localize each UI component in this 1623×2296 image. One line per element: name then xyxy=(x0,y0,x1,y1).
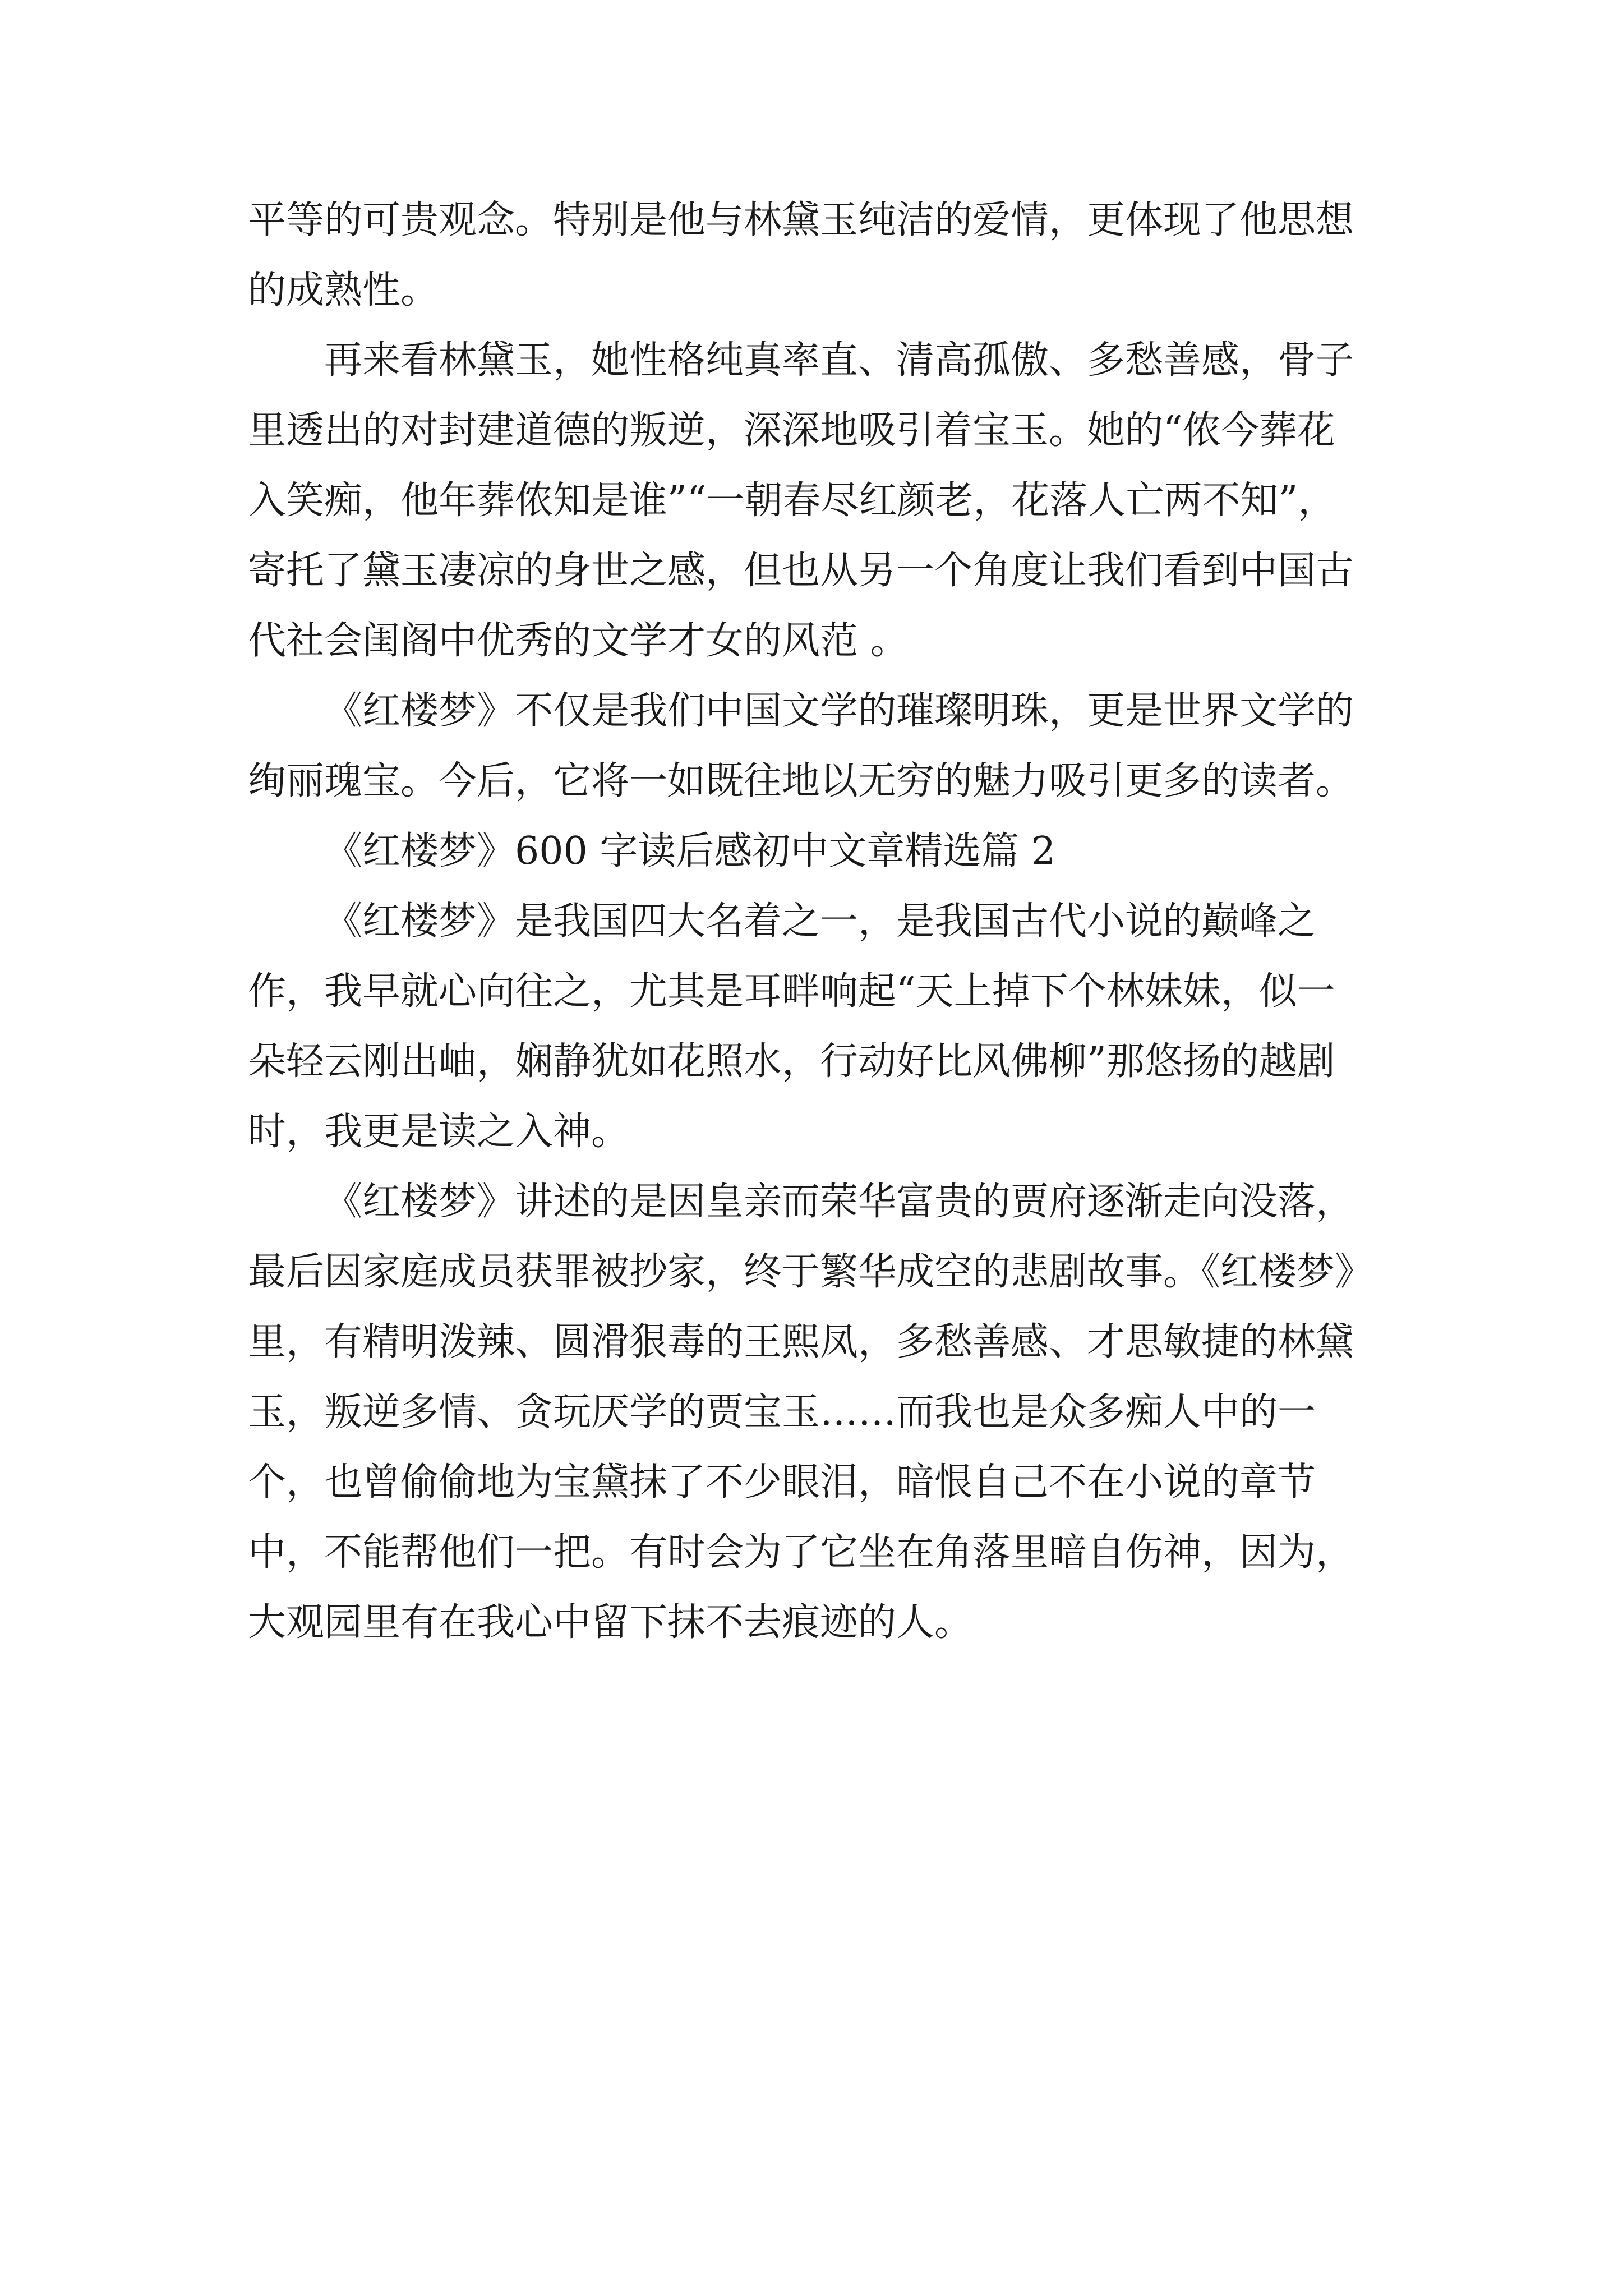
section-paragraph-1: 《红楼梦》是我国四大名着之一，是我国古代小说的巅峰之作，我早就心向往之，尤其是耳畔响起“天上掉下个林妹妹，似一朵轻云刚出岫，娴静犹如花照水，行动好比风佛柳”那悠扬的越剧时，我更是读之入神。 xyxy=(248,899,1335,1154)
paragraph-1: 平等的可贵观念。特别是他与林黛玉纯洁的爱情，更体现了他思想的成熟性。 xyxy=(248,198,1354,312)
paragraph-2: 再来看林黛玉，她性格纯真率直、清高孤傲、多愁善感，骨子里透出的对封建道德的叛逆，深深地吸引着宝玉。她的“侬今葬花入笑痴，他年葬侬知是谁”“一朝春尽红颜老，花落人亡两不知”，寄托了黛玉凄凉的身世之感，但也从另一个角度让我们看到中国古代社会闺阁中优秀的文学才女的风范 。 xyxy=(248,338,1354,663)
section-title: 《红楼梦》600 字读后感初中文章精选篇 2 xyxy=(324,829,1056,873)
paragraph-3: 《红楼梦》不仅是我们中国文学的璀璨明珠，更是世界文学的绚丽瑰宝。今后，它将一如既往地以无穷的魅力吸引更多的读者。 xyxy=(248,689,1354,803)
section-paragraph-2: 《红楼梦》讲述的是因皇亲而荣华富贵的贾府逐渐走向没落，最后因家庭成员获罪被抄家，终于繁华成空的悲剧故事。《红楼梦》里，有精明泼辣、圆滑狠毒的王熙凤，多愁善感、才思敏捷的林黛玉，叛逆多情、贪玩厌学的贾宝玉……而我也是众多痴人中的一个，也曾偷偷地为宝黛抹了不少眼泪，暗恨自己不在小说的章节中，不能帮他们一把。有时会为了它坐在角落里暗自伤神，因为，大观园里有在我心中留下抹不去痕迹的人。 xyxy=(248,1180,1354,1645)
document-body xyxy=(248,185,1370,1658)
